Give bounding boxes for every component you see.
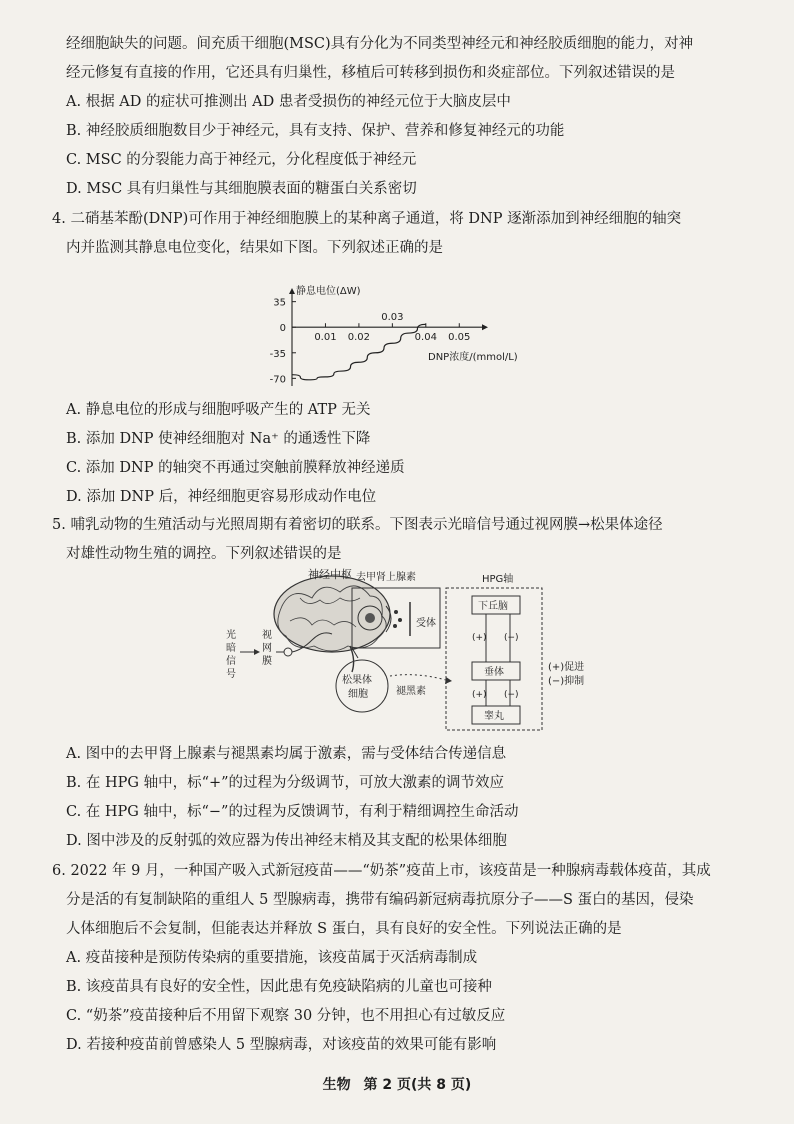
y-tick-label: 35 [273, 297, 286, 309]
y-axis-label: 静息电位(ΔW) [296, 286, 361, 297]
q3-text-line-1: 经细胞缺失的问题。间充质干细胞(MSC)具有分化为不同类型神经元和神经胶质细胞的能力，对神 [66, 36, 694, 52]
retina-label-2: 网 [262, 643, 272, 654]
pineal-label-2: 细胞 [348, 689, 368, 700]
q5-option-c: C. 在 HPG 轴中，标“−”的过程为反馈调节，有利于精细调控生命活动 [66, 804, 519, 820]
q6-stem-line-3: 人体细胞后不会复制，但能表达并释放 S 蛋白，具有良好的安全性。下列说法正确的是 [66, 921, 622, 937]
q3-option-d: D. MSC 具有归巢性与其细胞膜表面的糖蛋白关系密切 [66, 181, 417, 197]
dnp-resting-potential-chart [240, 284, 570, 392]
q6-option-d: D. 若接种疫苗前曾感染人 5 型腺病毒，对该疫苗的效果可能有影响 [66, 1037, 497, 1053]
x-tick-label: 0.05 [448, 332, 471, 344]
x-tick-label: 0.01 [314, 332, 337, 344]
brain-icon [274, 576, 390, 672]
pineal-label-1: 松果体 [342, 675, 372, 686]
q3-option-b: B. 神经胶质细胞数目少于神经元，具有支持、保护、营养和修复神经元的功能 [66, 123, 565, 139]
y-axis-arrow [289, 288, 295, 294]
q6-option-a: A. 疫苗接种是预防传染病的重要措施，该疫苗属于灭活病毒制成 [66, 950, 478, 966]
q4-stem-line-2: 内并监测其静息电位变化，结果如下图。下列叙述正确的是 [66, 240, 443, 256]
retina-label-1: 视 [262, 630, 272, 641]
hypothalamus-label: 下丘脑 [478, 601, 508, 612]
x-tick-label: 0.04 [414, 332, 437, 344]
retina-label-3: 膜 [262, 656, 272, 667]
q3-option-a: A. 根据 AD 的症状可推测出 AD 患者受损伤的神经元位于大脑皮层中 [66, 94, 511, 110]
q5-stem-line-2: 对雄性动物生殖的调控。下列叙述错误的是 [66, 546, 342, 562]
q3-text-line-2: 经元修复有直接的作用，它还具有归巢性，移植后可转移到损伤和炎症部位。下列叙述错误的是 [66, 65, 675, 81]
q4-option-d: D. 添加 DNP 后，神经细胞更容易形成动作电位 [66, 489, 377, 505]
footer-page-number: 第 2 页(共 8 页) [363, 1077, 472, 1093]
minus-sign-1: (−) [504, 633, 519, 643]
hpg-axis-title: HPG轴 [482, 574, 514, 585]
page-footer [0, 1074, 794, 1094]
y-tick-label: -35 [269, 348, 286, 360]
q5-stem-line-1: 5. 哺乳动物的生殖活动与光照周期有着密切的联系。下图表示光暗信号通过视网膜→松果体途径 [52, 517, 663, 533]
legend-promote: (+)促进 [548, 662, 585, 673]
q6-option-b: B. 该疫苗具有良好的安全性，因此患有免疫缺陷病的儿童也可接种 [66, 979, 492, 995]
y-tick-label: -70 [269, 374, 286, 386]
nerve-center-label: 神经中枢 [308, 568, 352, 581]
footer-subject: 生物 [322, 1077, 351, 1093]
q6-stem-line-1: 6. 2022 年 9 月，一种国产吸入式新冠疫苗——“奶茶”疫苗上市，该疫苗是一种腺病毒载体疫苗，其成 [52, 863, 711, 879]
light-label-3: 信 [226, 656, 236, 667]
norepinephrine-label: 去甲肾上腺素 [356, 572, 416, 583]
light-label-1: 光 [226, 630, 236, 641]
light-label-2: 暗 [226, 643, 236, 654]
testis-label: 睾丸 [484, 711, 504, 722]
x-tick-label: 0.02 [347, 332, 371, 344]
plus-sign-1: (+) [472, 633, 487, 643]
receptor-label: 受体 [416, 618, 436, 629]
y-tick-label: 0 [279, 323, 286, 335]
x-tick-label: 0.03 [381, 312, 404, 324]
x-axis-label: DNP浓度/(mmol/L) [428, 352, 518, 363]
q4-option-a: A. 静息电位的形成与细胞呼吸产生的 ATP 无关 [66, 402, 371, 418]
q4-option-c: C. 添加 DNP 的轴突不再通过突触前膜释放神经递质 [66, 460, 405, 476]
q4-option-b: B. 添加 DNP 使神经细胞对 Na⁺ 的通透性下降 [66, 431, 371, 447]
photoperiod-regulation-diagram [220, 566, 600, 736]
q5-option-b: B. 在 HPG 轴中，标“+”的过程为分级调节，可放大激素的调节效应 [66, 775, 505, 791]
q4-stem-line-1: 4. 二硝基苯酚(DNP)可作用于神经细胞膜上的某种离子通道，将 DNP 逐渐添加到神经细胞的轴突 [52, 211, 682, 227]
q3-option-c: C. MSC 的分裂能力高于神经元，分化程度低于神经元 [66, 152, 417, 168]
x-axis-arrow [482, 324, 488, 330]
q6-stem-line-2: 分是活的有复制缺陷的重组人 5 型腺病毒，携带有编码新冠病毒抗原分子——S 蛋白的基因，侵染 [66, 892, 694, 908]
q5-option-a: A. 图中的去甲肾上腺素与褪黑素均属于激素，需与受体结合传递信息 [66, 746, 507, 762]
pituitary-label: 垂体 [484, 667, 504, 678]
q5-option-d: D. 图中涉及的反射弧的效应器为传出神经末梢及其支配的松果体细胞 [66, 833, 507, 849]
minus-sign-2: (−) [504, 690, 519, 700]
q6-option-c: C. “奶茶”疫苗接种后不用留下观察 30 分钟，也不用担心有过敏反应 [66, 1008, 506, 1024]
legend-inhibit: (−)抑制 [548, 676, 585, 687]
plus-sign-2: (+) [472, 690, 487, 700]
melatonin-label: 褪黑素 [396, 686, 426, 697]
light-label-4: 号 [226, 669, 236, 680]
